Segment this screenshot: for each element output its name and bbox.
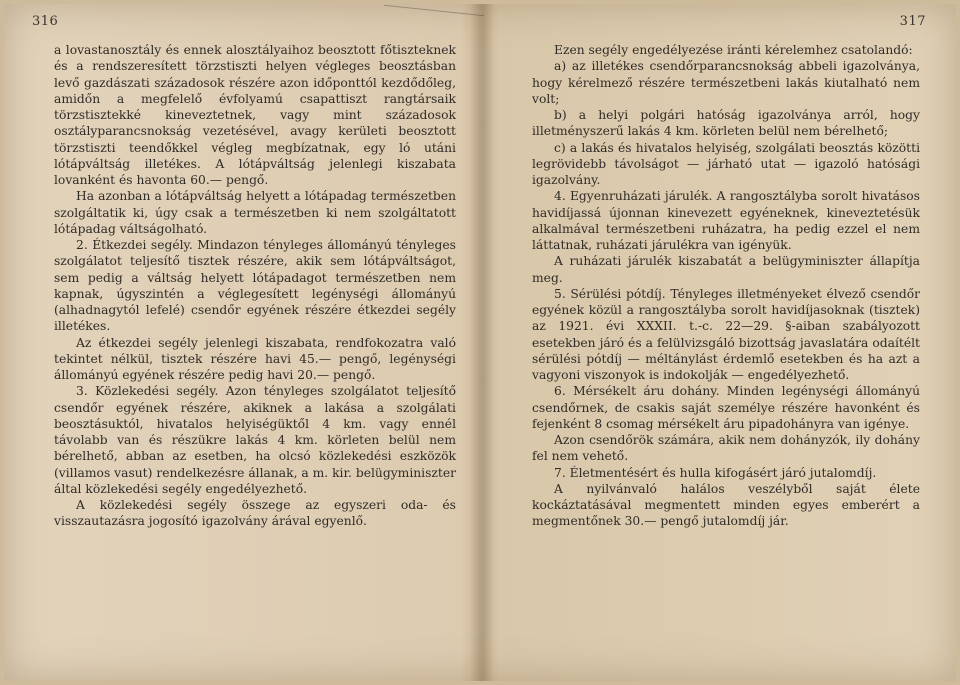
paragraph: Az étkezdei segély jelenlegi kiszabata, rendfokozatra való tekintet nélkül, tisztek részére havi 45.— pengő, legénységi állományú egyének részére pedig havi 20.— pengő.: [54, 335, 456, 382]
left-page: [4, 4, 480, 681]
paragraph: A közlekedési segély összege az egyszeri oda- és visszautazásra jogosító igazolvány árával egyenlő.: [54, 498, 456, 529]
paragraph: c) a lakás és hivatalos helyiség, szolgálati beosztás közötti legrövidebb távolságot — járható utat — igazoló hatósági igazolvány.: [532, 140, 920, 187]
left-page-text: [54, 42, 456, 530]
paragraph: Azon csendőrök számára, akik nem dohányzók, ily dohány fel nem vehető.: [532, 433, 920, 464]
paragraph: 3. Közlekedési segély. Azon tényleges szolgálatot teljesítő csendőr egyének részére, akiknek a lakása a szolgálati beosztásuktól, hivatalos helyiségüktől 4 km. vagy ennél távolabb van és részükre lakás 4 km. körleten belül nem bérelhető, abban az esetben, ha olcsó közlekedési eszközök (villamos vasut) rendelkezésre állanak, a m. kir. belügyminiszter által közlekedési segély engedélyezhető.: [54, 384, 456, 496]
paragraph: A ruházati járulék kiszabatát a belügyminiszter állapítja meg.: [532, 254, 920, 285]
paragraph: a lovastanosztály és ennek alosztályaihoz beosztott főtiszteknek és a rendszeresített törzstiszti helyen végleges beosztásban levő gazdászati századosok részére azon időponttól kezdődőleg, amidőn a megfelelő évfolyamú csapattiszt rangtársaik törzstisztekké kineveztetnek, vagy mint századosok osztályparancsnokság vezetésével, avagy kerületi beosztott törzstiszti teendőkkel végleg megbízatnak, egy ló utáni lótápváltság illetékes. A lótápváltság jelenlegi kiszabata lovanként és havonta 60.— pengő.: [54, 43, 456, 187]
paragraph: a) az illetékes csendőrparancsnokság abbeli igazolványa, hogy kérelmező részére természetbeni lakás kiutalható nem volt;: [532, 59, 920, 106]
book-spread: [4, 4, 956, 681]
paragraph: A nyilvánvaló halálos veszélyből saját élete kockáztatásával megmentett minden egyes emberért a megmentőnek 30.— pengő jutalomdíj jár.: [532, 481, 920, 529]
paragraph: 6. Mérsékelt áru dohány. Minden legénységi állományú csendőrnek, de csakis saját személye részére havonként és fejenként 8 csomag mérsékelt áru pipadohányra van igénye.: [532, 384, 920, 431]
paragraph: 5. Sérülési pótdíj. Tényleges illetményeket élvező csendőr egyének közül a rangosztályba sorolt havidíjasoknak (tisztek) az 1921. évi XXXII. t.-c. 22—29. §-aiban szabályozott esetekben járó és a felülvizsgáló bizottság javaslatára odaítélt sérülési pótdíj — méltánylást érdemlő esetekben és ha azt a vagyoni viszonyok is indokolják — engedélyezhető.: [532, 286, 920, 382]
page-number: 316: [32, 14, 59, 29]
page-number: 317: [899, 14, 926, 29]
paragraph: 7. Életmentésért és hulla kifogásért járó jutalomdíj.: [554, 465, 877, 480]
right-page: [480, 4, 956, 681]
paragraph: 4. Egyenruházati járulék. A rangosztályba sorolt hivatásos havidíjassá újonnan kinevezett egyéneknek, kineveztetésük alkalmával természetbeni ruházatra, ha pedig ezzel el nem láttatnak, ruházati járulékra van igényük.: [532, 189, 920, 252]
paragraph: Ezen segély engedélyezése iránti kérelemhez csatolandó:: [554, 43, 913, 57]
paragraph: Ha azonban a lótápváltság helyett a lótápadag természetben szolgáltatik ki, úgy csak a természetben ki nem szolgáltatott lótápadag váltságolható.: [54, 189, 456, 236]
right-page-text: [532, 42, 920, 530]
paragraph: b) a helyi polgári hatóság igazolványa arról, hogy illetményszerű lakás 4 km. körleten belül nem bérelhető;: [532, 108, 920, 139]
paragraph: 2. Étkezdei segély. Mindazon tényleges állományú tényleges szolgálatot teljesítő tisztek részére, akik sem lótápváltságot, sem pedig a váltság helyett lótápadagot természetben nem kapnak, úgyszintén a véglegesített legénységi állományú (alhadnagytól lefelé) csendőr egyének részére étkezdei segély illetékes.: [54, 238, 456, 334]
